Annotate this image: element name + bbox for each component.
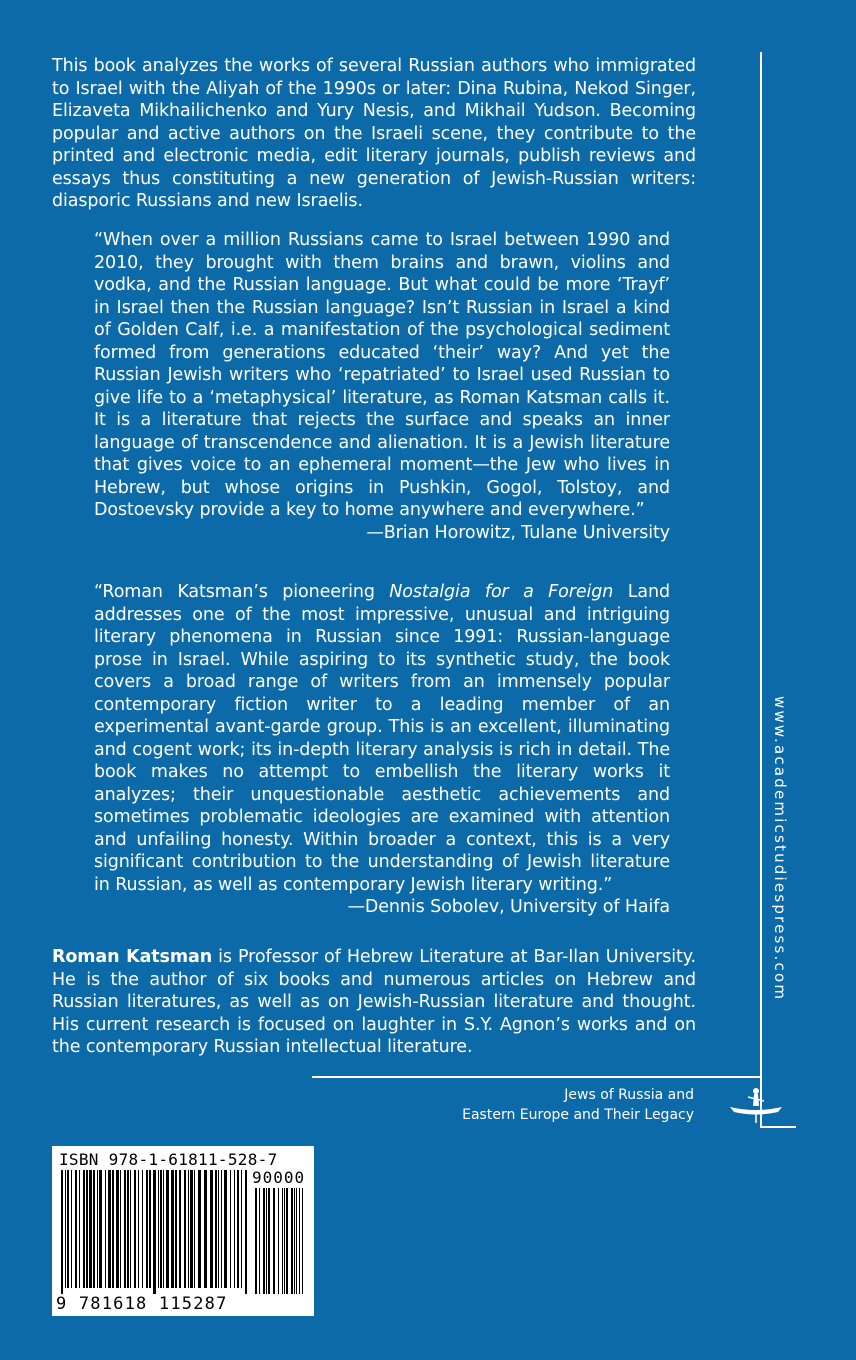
barcode-bar — [138, 1170, 139, 1288]
barcode-bar — [237, 1170, 239, 1288]
barcode-bar — [75, 1170, 77, 1288]
series-line-1: Jews of Russia and — [564, 1087, 694, 1103]
barcode-bar — [175, 1170, 177, 1288]
barcode-bar — [99, 1170, 102, 1288]
barcode-bar — [86, 1170, 88, 1288]
quote-sobolev-attribution: —Dennis Sobolev, University of Haifa — [347, 897, 670, 917]
barcode-bar — [198, 1170, 201, 1288]
barcode-bar — [210, 1170, 213, 1288]
quote-horowitz-attribution: —Brian Horowitz, Tulane University — [366, 522, 670, 543]
quote-sobolev-text: Land addresses one of the most impressive, unusual and intriguing literary phenomena in Russian since 1991: Russian-language prose in Israel. While aspiring to its synthetic study, the book covers a broad range of writers from an immensely popular contemporary fiction writer to a leading member of an experimental avant-garde group. This is an excellent, illuminating and cogent work; its in-depth literary analysis is rich in detail. The book makes no attempt to embellish the literary works it analyzes; their unquestionable aesthetic achievements and sometimes problematic ideologies are examined with attention and unfailing honesty. Within broader a context, this is a very significant contribution to the understanding of Jewish literature in Russian, as well as contemporary Jewish literary writing.” — [94, 582, 670, 895]
quote-horowitz-text: “When over a million Russians came to Israel between 1990 and 2010, they brought with them brains and brawn, violins and vodka, and the Russian language. But what could be more ‘Trayf’ in Israel then the Russian language? Isn’t Russian in Israel a kind of Golden Calf, i.e. a manifestation of the psychological sediment formed from generations educated ‘their’ way? And yet the Russian Jewish writers who ‘repatriated’ to Israel used Russian to give life to a ‘metaphysical’ literature, as Roman Katsman calls it. It is a literature that rejects the surface and speaks an inner language of transcendence and alienation. It is a Jewish literature that gives voice to an ephemeral moment—the Jew who lives in Hebrew, but whose origins in Pushkin, Gogol, Tolstoy, and Dostoevsky provide a key to home anywhere and everywhere.” — [94, 230, 670, 520]
barcode-addon-bar — [284, 1188, 285, 1294]
barcode-bar — [71, 1170, 72, 1288]
intro-paragraph: This book analyzes the works of several Russian authors who immigrated to Israel with the Aliyah of the 1990s or later: Dina Rubina, Nekod Singer, Elizaveta Mikhailichenko and Yury Nesis, and Mikhail Yudson. Becoming popular and active authors on the Israeli scene, they contribute to the printed and electronic media, edit literary journals, publish reviews and essays thus constituting a new generation of Jewish-Russian writers: diasporic Russians and new Israelis. — [52, 56, 696, 211]
barcode-bar — [158, 1170, 159, 1288]
barcode-bar — [204, 1170, 207, 1288]
barcode-addon-bar — [282, 1188, 283, 1294]
barcode-bar — [127, 1170, 129, 1288]
quote-sobolev-body — [94, 581, 670, 896]
barcode-bar — [89, 1170, 92, 1288]
barcode-bar — [241, 1170, 242, 1288]
barcode-bar — [67, 1170, 69, 1288]
barcode-bar — [149, 1170, 151, 1288]
barcode-addon-bar — [286, 1188, 288, 1294]
barcode-addon-bar — [294, 1188, 295, 1294]
barcode-bar — [105, 1170, 106, 1288]
barcode-bar — [79, 1170, 80, 1288]
barcode-addon-bar — [259, 1188, 260, 1294]
quote-sobolev — [94, 581, 670, 919]
quote-sobolev-lead: “Roman Katsman’s pioneering — [94, 582, 390, 602]
author-name: Roman Katsman — [52, 947, 213, 967]
barcode-bar — [134, 1170, 136, 1288]
barcode-bar — [120, 1170, 121, 1288]
author-bio — [52, 946, 696, 1059]
barcode-bar — [146, 1170, 148, 1288]
series-title — [420, 1085, 694, 1125]
divider-line — [312, 1076, 762, 1078]
barcode-bar — [166, 1170, 169, 1288]
series-line-2: Eastern Europe and Their Legacy — [462, 1107, 694, 1123]
barcode-bar — [245, 1170, 247, 1294]
addon-digits: 90000 — [252, 1168, 306, 1187]
ean-digits: 9 781618 115287 — [56, 1294, 228, 1314]
barcode-bar — [234, 1170, 235, 1288]
barcode-bar — [83, 1170, 85, 1288]
barcode-bar — [221, 1170, 222, 1288]
barcode-bar — [130, 1170, 131, 1288]
isbn-number: ISBN 978-1-61811-528-7 — [59, 1150, 278, 1169]
barcode-bar — [116, 1170, 119, 1288]
barcode-addon-bar — [273, 1188, 275, 1294]
barcode-bar — [171, 1170, 174, 1288]
barcode-bar — [179, 1170, 181, 1288]
barcode-addon-bar — [291, 1188, 293, 1294]
barcode-bars — [59, 1170, 307, 1294]
barcode-bar — [184, 1170, 186, 1288]
barcode-bar — [142, 1170, 143, 1288]
barcode-bar — [224, 1170, 227, 1288]
barcode-bar — [112, 1170, 114, 1288]
barcode-addon-bar — [296, 1188, 297, 1294]
barcode-addon-bar — [278, 1188, 279, 1294]
barcode-addon-bar — [268, 1188, 270, 1294]
barcode-addon-bar — [255, 1188, 257, 1294]
isbn-barcode — [52, 1146, 314, 1316]
barcode-bar — [194, 1170, 195, 1288]
author-bio-text: is Professor of Hebrew Literature at Bar-Ilan University. He is the author of six books and numerous articles on Hebrew and Russian literatures, as well as on Jewish-Russian literature and thought. His current research is focused on laughter in S.Y. Agnon’s works and on the contemporary Russian intellectual literature. — [52, 947, 696, 1057]
barcode-bar — [160, 1170, 162, 1288]
publisher-website-text: www.academicstudiespress.com — [771, 696, 789, 1002]
barcode-addon-bar — [299, 1188, 300, 1294]
barcode-bar — [190, 1170, 193, 1288]
barcode-addon-bar — [302, 1188, 303, 1294]
barcode-bar — [188, 1170, 189, 1288]
barcode-bar — [215, 1170, 217, 1288]
barcode-bar — [97, 1170, 98, 1288]
barcode-bar — [108, 1170, 111, 1288]
barcode-bar — [230, 1170, 231, 1288]
quote-horowitz — [94, 229, 670, 544]
barcode-bar — [124, 1170, 126, 1288]
barcode-bar — [61, 1170, 63, 1294]
barcode-bar — [93, 1170, 95, 1288]
publisher-website — [767, 696, 793, 1086]
boat-logo-icon — [726, 1085, 786, 1125]
barcode-bar — [163, 1170, 164, 1288]
barcode-bar — [218, 1170, 219, 1288]
barcode-addon-bar — [266, 1188, 267, 1294]
barcode-bar — [153, 1170, 156, 1294]
book-title-italic: Nostalgia for a Foreign — [389, 582, 614, 602]
barcode-bar — [65, 1170, 66, 1288]
barcode-addon-bar — [263, 1188, 265, 1294]
